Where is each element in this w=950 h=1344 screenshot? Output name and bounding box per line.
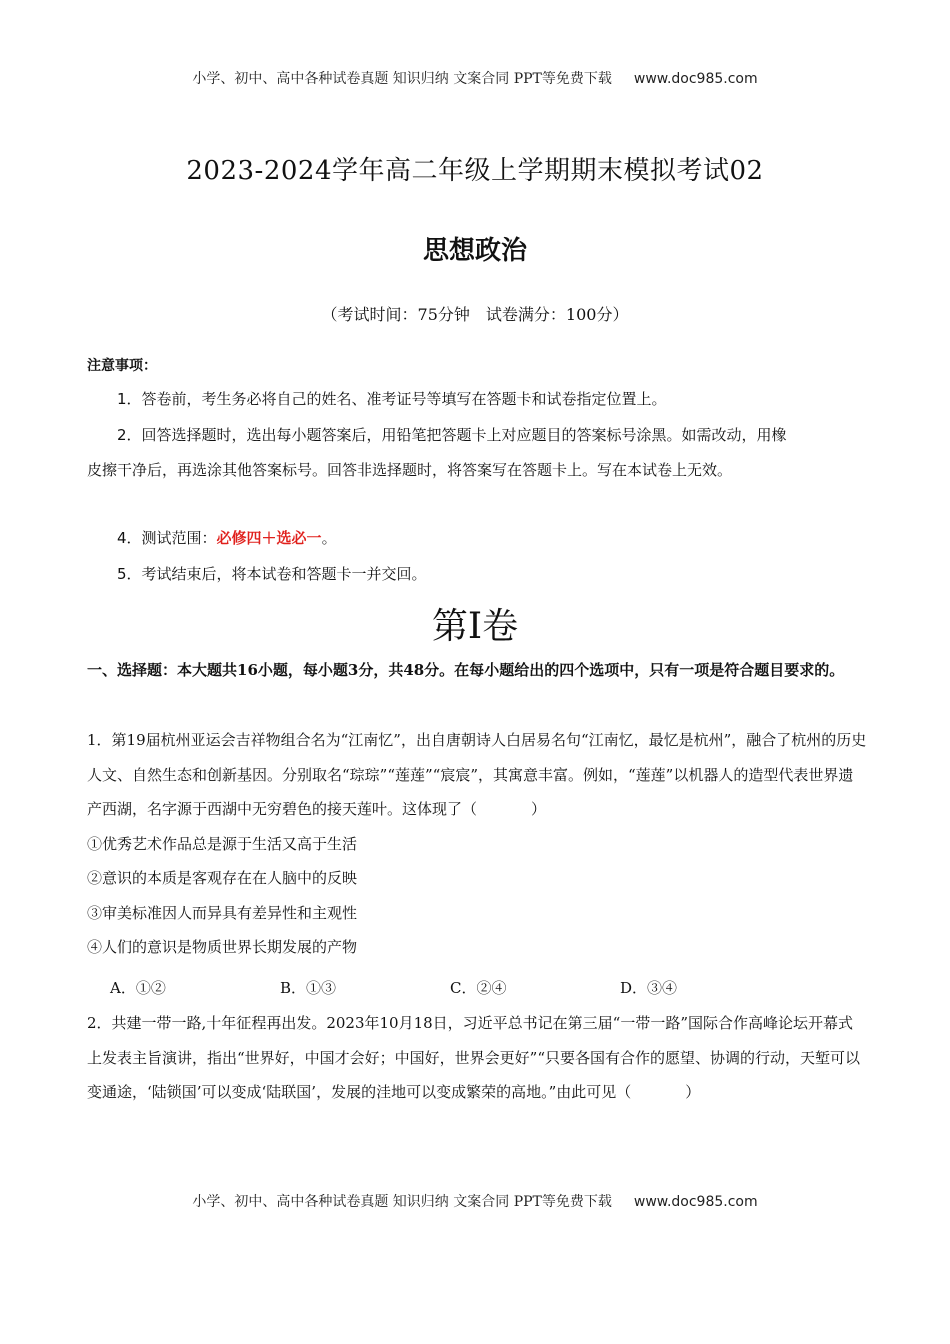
exam-info: （考试时间：75分钟 试卷满分：100分） <box>321 305 629 324</box>
question-1-stem-text: 1．第19届杭州亚运会吉祥物组合名为“江南忆”，出自唐朝诗人白居易名句“江南忆，最忆是杭州”，融合了杭州的历史人文、自然生态和创新基因。分别取名“琮琮”“莲莲”“宸宸”，其寓意丰富。例如，“莲莲”以机器人的造型代表世界遗产西湖，名字源于西湖中无穷碧色的接天莲叶。这体现了（ <box>87 731 867 818</box>
notice-item-4-prefix: 4．测试范围： <box>117 529 217 547</box>
header-url[interactable]: www.doc985.com <box>633 71 758 87</box>
footer-url[interactable]: www.doc985.com <box>633 1194 758 1210</box>
page-header <box>0 68 950 88</box>
exam-subject: 思想政治 <box>422 236 527 266</box>
notice-item-5 <box>87 557 787 592</box>
notice-item-1 <box>87 382 787 417</box>
notice-item-4-suffix: 。 <box>321 529 337 547</box>
page-footer <box>0 1191 950 1211</box>
notice-item-2-text: 2．回答选择题时，选出每小题答案后，用铅笔把答题卡上对应题目的答案标号涂黑。如需改动，用橡皮擦干净后，再选涂其他答案标号。回答非选择题时，将答案写在答题卡上。写在本试卷上无效。 <box>87 426 787 479</box>
question-2-stem <box>87 1006 867 1110</box>
statement-3: ③审美标准因人而异具有差异性和主观性 <box>87 903 358 922</box>
footer-text: 小学、初中、高中各种试卷真题 知识归纳 文案合同 PPT等免费下载 <box>192 1194 612 1210</box>
question-1-answers <box>110 971 790 1005</box>
answer-option-d[interactable]: D．③④ <box>620 979 678 997</box>
answer-option-a[interactable]: A．①② <box>110 979 166 997</box>
section-heading: 一、选择题：本大题共16小题，每小题3分，共48分。在每小题给出的四个选项中，只有一项是符合题目要求的。 <box>87 661 845 679</box>
question-1-stem-end: ） <box>531 800 547 818</box>
notice-item-1-text: 1．答卷前，考生务必将自己的姓名、准考证号等填写在答题卡和试卷指定位置上。 <box>117 390 667 408</box>
notice-item-4 <box>87 521 787 556</box>
volume-title: 第Ⅰ卷 <box>431 606 519 647</box>
answer-option-c[interactable]: C．②④ <box>450 979 507 997</box>
exam-title: 2023-2024学年高二年级上学期期末模拟考试02 <box>186 156 764 186</box>
question-1-stem <box>87 723 867 827</box>
question-1 <box>87 723 867 965</box>
question-2-stem-text: 2．共建一带一路,十年征程再出发。2023年10月18日，习近平总书记在第三届“一带一路”国际合作高峰论坛开幕式上发表主旨演讲，指出“世界好，中国才会好；中国好，世界会更好”“只要各国有合作的愿望、协调的行动，天堑可以变通途，‘陆锁国’可以变成‘陆联国’，发展的洼地可以变成繁荣的高地。”由此可见（ <box>87 1014 861 1101</box>
notice-heading: 注意事项： <box>87 358 157 374</box>
header-text: 小学、初中、高中各种试卷真题 知识归纳 文案合同 PPT等免费下载 <box>192 71 612 87</box>
question-2-stem-end: ） <box>685 1083 701 1101</box>
answer-option-b[interactable]: B．①③ <box>280 979 337 997</box>
statement-2: ②意识的本质是客观存在在人脑中的反映 <box>87 869 358 887</box>
notice-item-5-text: 5．考试结束后，将本试卷和答题卡一并交回。 <box>117 565 427 583</box>
statement-4: ④人们的意识是物质世界长期发展的产物 <box>87 938 358 956</box>
statement-1: ①优秀艺术作品总是源于生活又高于生活 <box>87 834 358 853</box>
notice-item-2 <box>87 418 787 488</box>
test-scope-highlight: 必修四＋选必一 <box>216 529 322 547</box>
question-2 <box>87 1006 867 1110</box>
